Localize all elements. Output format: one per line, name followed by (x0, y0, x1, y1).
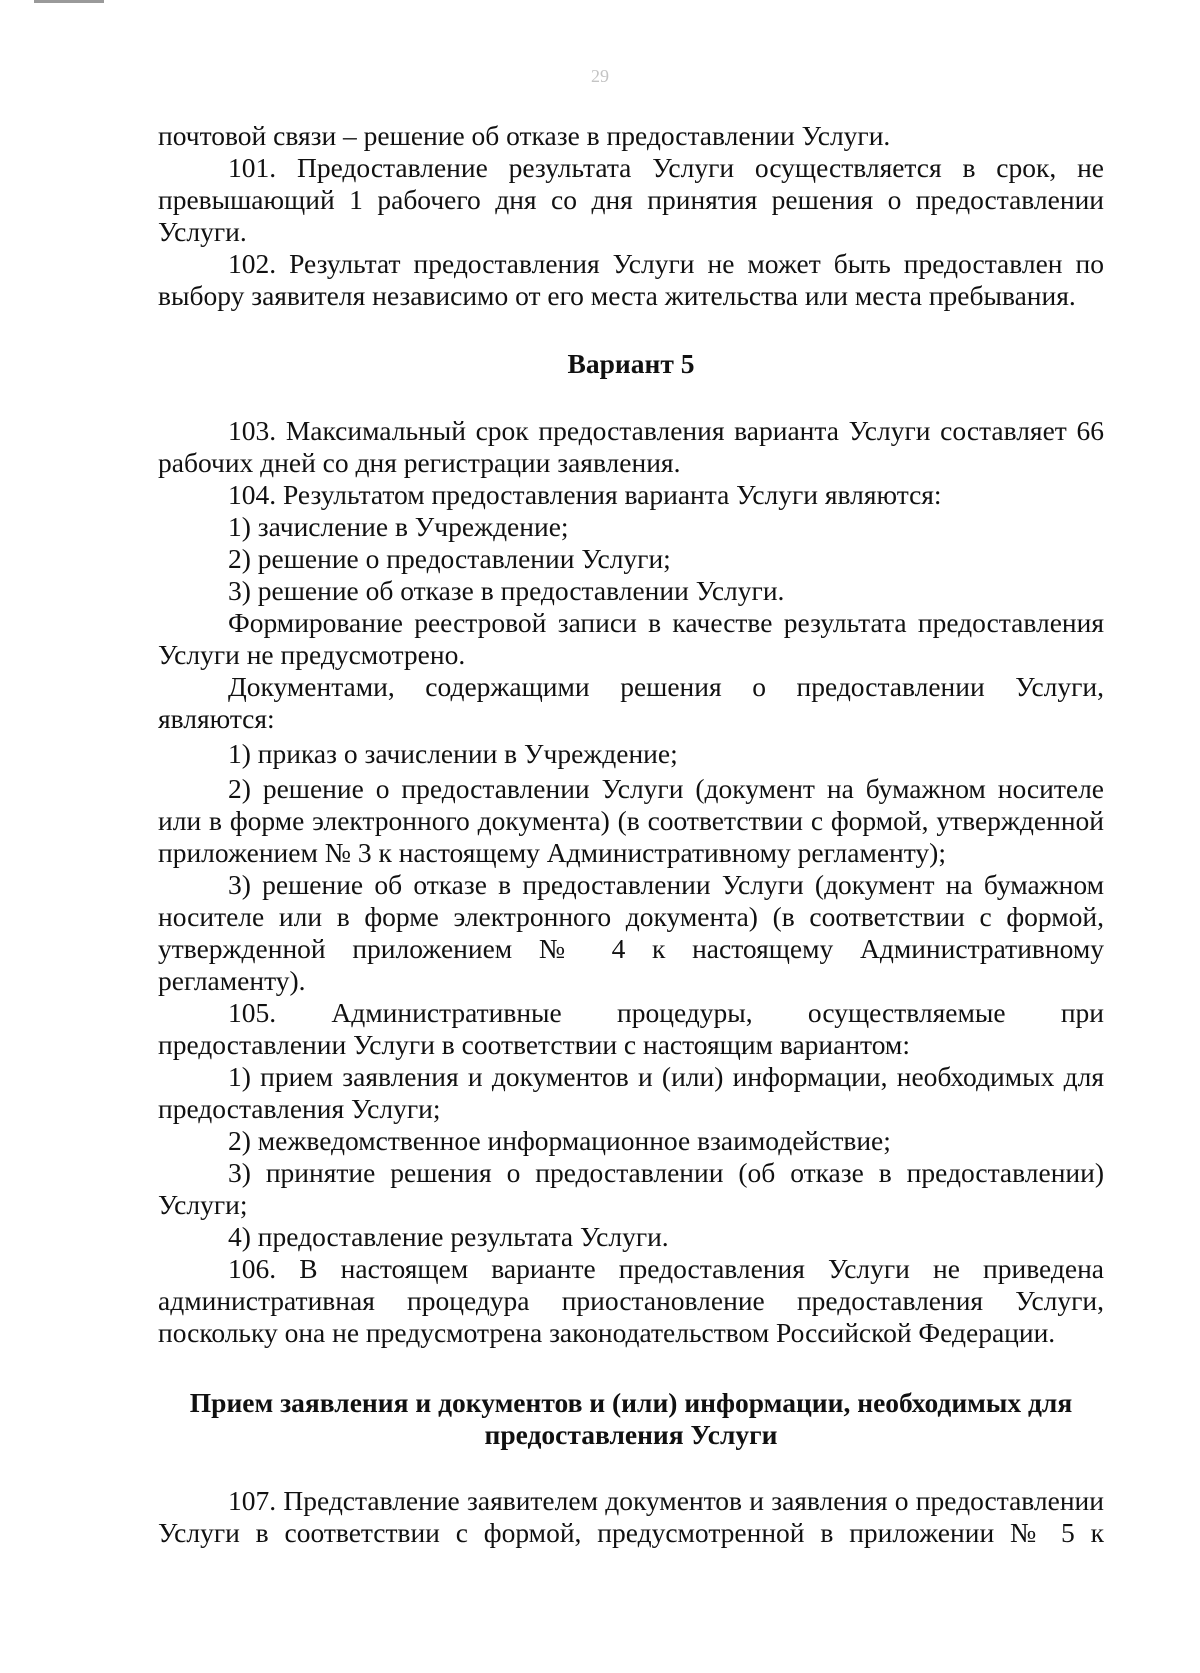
page-number: 29 (591, 66, 609, 86)
list-item-procedure-1: 1) прием заявления и документов и (или) информации, необходимых для предоставления Услуги; (158, 1061, 1104, 1124)
list-item-result-2: 2) решение о предоставлении Услуги; (228, 543, 671, 574)
paragraph-105: 105. Административные процедуры, осуществляемые при предоставлении Услуги в соответствии с настоящим вариантом: (158, 997, 1104, 1060)
list-item-document-1: 1) приказ о зачислении в Учреждение; (228, 738, 678, 769)
paragraph-registry-record: Формирование реестровой записи в качестве результата предоставления Услуги не предусмотрено. (158, 607, 1104, 670)
section-heading-reception (158, 1387, 1104, 1451)
section-heading-variant-5: Вариант 5 (567, 348, 695, 379)
paragraph-decision-documents: Документами, содержащими решения о предоставлении Услуги, являются: (158, 671, 1104, 734)
list-item-procedure-3: 3) принятие решения о предоставлении (об отказе в предоставлении) Услуги; (158, 1157, 1104, 1220)
scan-corner-mark (34, 0, 104, 3)
list-item-procedure-4: 4) предоставление результата Услуги. (228, 1221, 669, 1252)
paragraph-103: 103. Максимальный срок предоставления варианта Услуги составляет 66 рабочих дней со дня регистрации заявления. (158, 415, 1104, 478)
list-item-document-3: 3) решение об отказе в предоставлении Услуги (документ на бумажном носителе или в форме электронного документа) (в соответствии с формой, утвержденной приложением № 4 к настоящему Административному регламенту). (158, 869, 1104, 996)
paragraph-106: 106. В настоящем варианте предоставления Услуги не приведена административная процедура приостановление предоставления Услуги, поскольку она не предусмотрена законодательством Российской Федерации. (158, 1253, 1104, 1348)
document-body (158, 120, 1104, 1549)
paragraph-continuation: почтовой связи – решение об отказе в предоставлении Услуги. (158, 120, 891, 151)
list-item-document-2: 2) решение о предоставлении Услуги (документ на бумажном носителе или в форме электронного документа) (в соответствии с формой, утвержденной приложением № 3 к настоящему Административному регламенту); (158, 773, 1104, 868)
section-heading-reception-line-2: предоставления Услуги (484, 1419, 778, 1450)
list-item-procedure-2: 2) межведомственное информационное взаимодействие; (228, 1125, 891, 1156)
paragraph-104: 104. Результатом предоставления варианта Услуги являются: (228, 479, 942, 510)
list-item-result-1: 1) зачисление в Учреждение; (228, 511, 569, 542)
section-heading-reception-line-1: Прием заявления и документов и (или) информации, необходимых для (189, 1387, 1073, 1418)
paragraph-107-line-2: Услуги в соответствии с формой, предусмотренной в приложении № 5 к (158, 1517, 1104, 1548)
paragraph-107-line-1: 107. Представление заявителем документов и заявления о предоставлении (228, 1485, 1104, 1516)
paragraph-101: 101. Предоставление результата Услуги осуществляется в срок, не превышающий 1 рабочего дня со дня принятия решения о предоставлении Услуги. (158, 152, 1104, 247)
paragraph-102: 102. Результат предоставления Услуги не может быть предоставлен по выбору заявителя независимо от его места жительства или места пребывания. (158, 248, 1104, 311)
list-item-result-3: 3) решение об отказе в предоставлении Услуги. (228, 575, 785, 606)
